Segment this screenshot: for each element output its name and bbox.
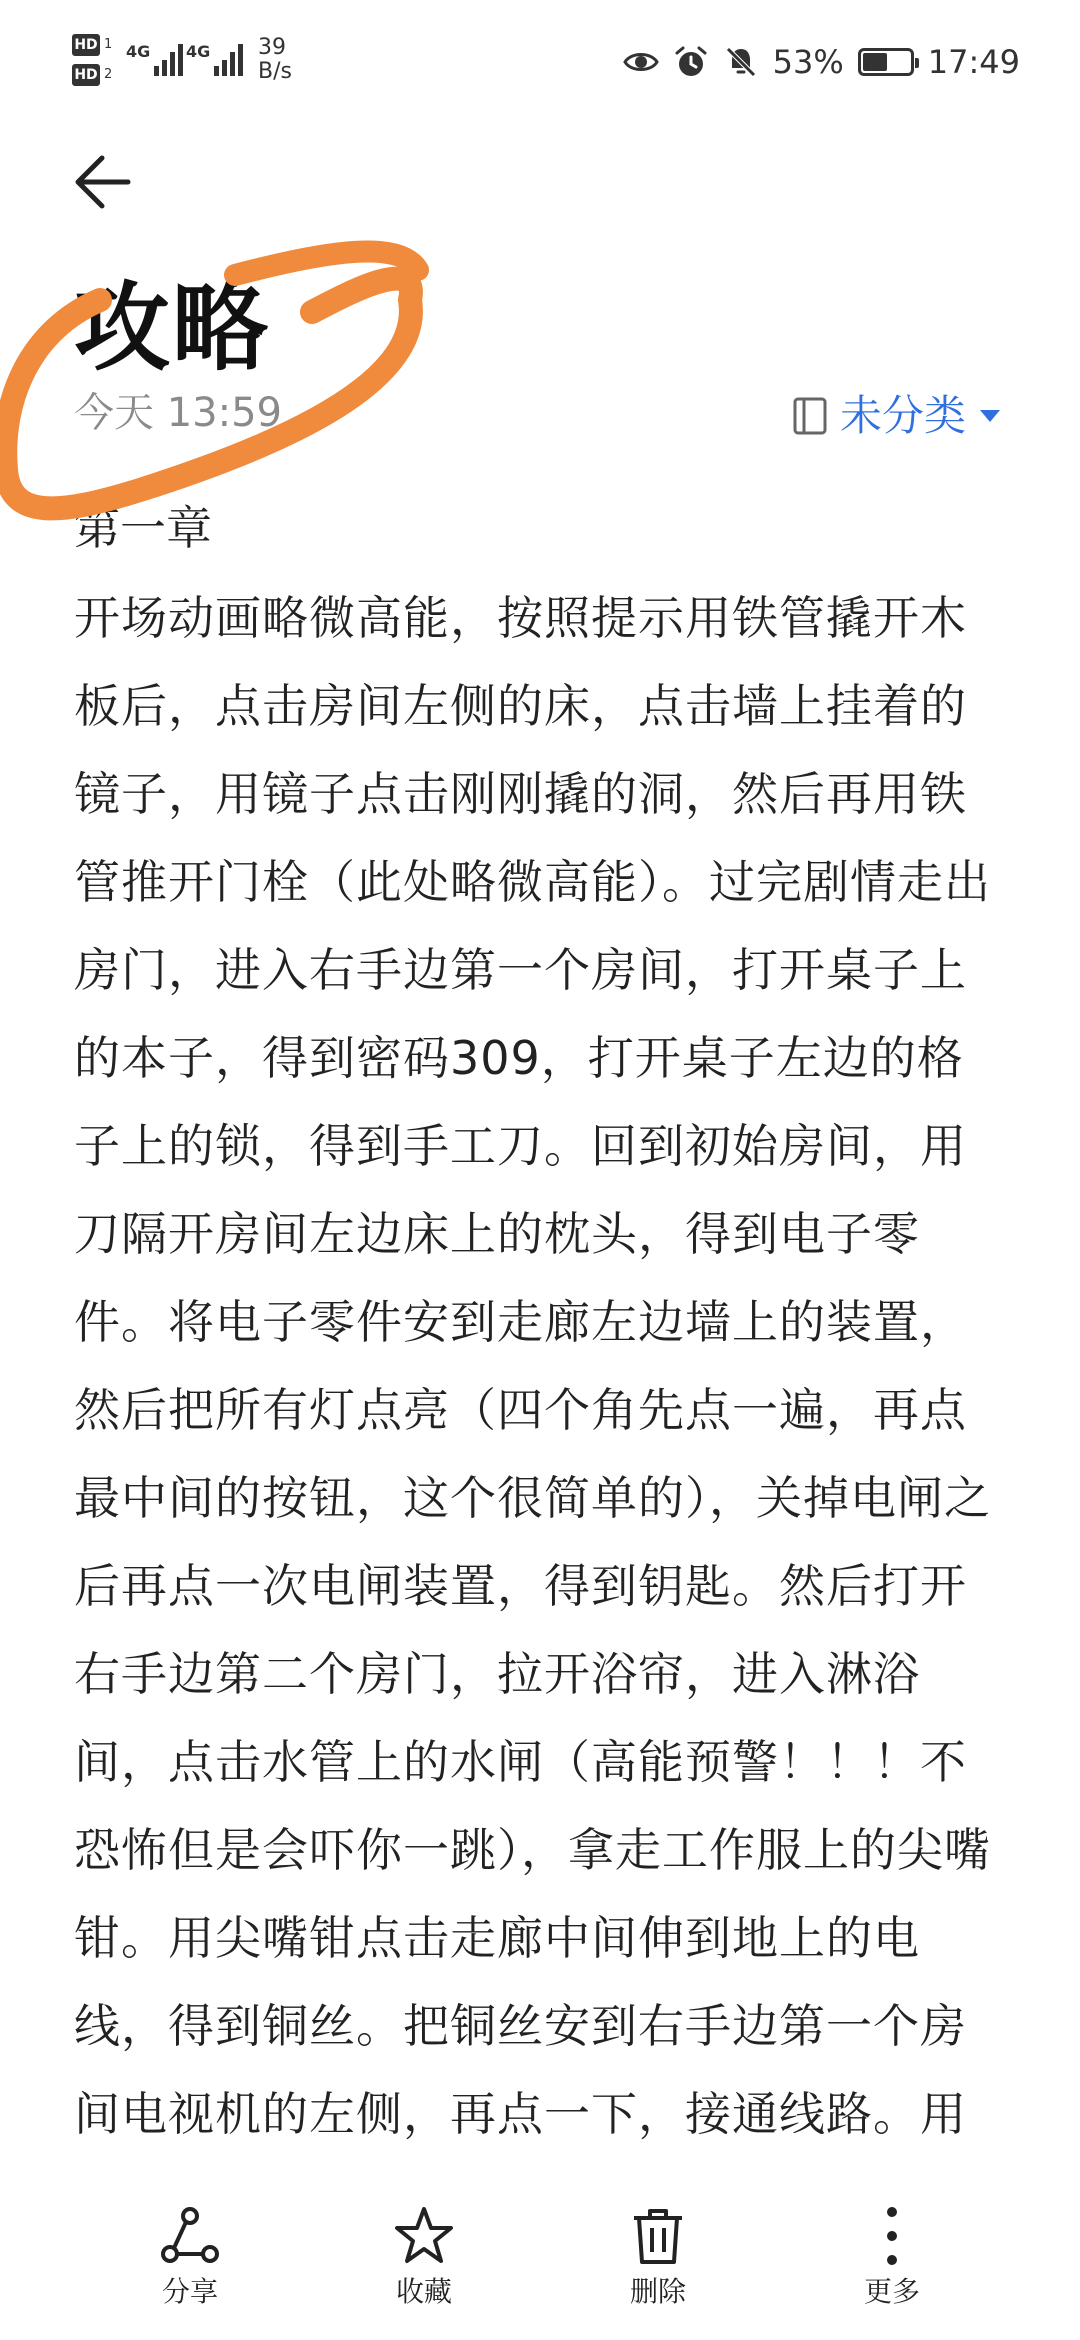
favorite-button[interactable]	[334, 2204, 514, 2334]
network-speed-unit: B/s	[258, 59, 292, 84]
share-label: 分享	[161, 2275, 218, 2308]
battery-icon	[858, 48, 914, 76]
hd-badge-1: HD	[72, 34, 100, 56]
alarm-icon	[673, 44, 709, 80]
note-content[interactable]	[74, 488, 1009, 2168]
bottom-toolbar	[0, 2180, 1080, 2340]
signal-2-label: 4G	[186, 42, 211, 61]
signal-bars-icon	[146, 36, 186, 80]
network-speed	[258, 36, 318, 84]
trash-icon	[626, 2204, 690, 2268]
battery-percent: 53%	[772, 43, 844, 81]
status-icons	[623, 40, 1020, 84]
status-bar	[0, 0, 1080, 120]
share-button[interactable]	[100, 2204, 280, 2334]
hd-indicators	[72, 34, 116, 90]
delete-button[interactable]	[568, 2204, 748, 2334]
category-selector[interactable]	[792, 388, 1002, 444]
more-vertical-icon	[860, 2204, 924, 2268]
hd-badge-2-num: 2	[104, 67, 113, 82]
note-title[interactable]: 攻略	[74, 272, 270, 384]
status-clock: 17:49	[927, 43, 1020, 81]
signal-1-label: 4G	[126, 42, 151, 61]
hd-badge-2: HD	[72, 64, 100, 86]
hd-badge-1-num: 1	[104, 37, 113, 52]
battery-fill	[863, 53, 887, 71]
signal-bars-icon	[206, 36, 246, 80]
notebook-icon	[792, 396, 828, 436]
eye-icon	[623, 44, 659, 80]
share-icon	[158, 2204, 222, 2268]
caret-down-icon	[978, 408, 1002, 424]
star-icon	[392, 2204, 456, 2268]
back-button[interactable]	[66, 142, 146, 222]
bell-off-icon	[723, 44, 759, 80]
network-speed-value: 39	[258, 35, 286, 60]
chapter-heading: 第一章	[74, 501, 212, 555]
back-arrow-icon	[66, 142, 146, 222]
more-button[interactable]	[802, 2204, 982, 2334]
signal-2	[186, 36, 250, 80]
note-body-text: 开场动画略微高能，按照提示用铁管撬开木板后，点击房间左侧的床，点击墙上挂着的镜子，用镜子点击刚刚撬的洞，然后再用铁管推开门栓（此处略微高能）。过完剧情走出房门，进入右手边第一个房间，打开桌子上的本子，得到密码309，打开桌子左边的格子上的锁，得到手工刀。回到初始房间，用刀隔开房间左边床上的枕头，得到电子零件。将电子零件安到走廊左边墙上的装置，然后把所有灯点亮（四个角先点一遍，再点最中间的按钮，这个很简单的），关掉电闸之后再点一次电闸装置，得到钥匙。然后打开右手边第二个房门，拉开浴帘，进入淋浴间，点击水管上的水闸（高能预警！！！不恐怖但是会吓你一跳），拿走工作服上的尖嘴钳。用尖嘴钳点击走廊中间伸到地上的电线，得到铜丝。把铜丝安到右手边第一个房间电视机的左侧，再点一下，接通线路。用	[74, 591, 991, 2141]
category-label: 未分类	[839, 391, 966, 440]
more-label: 更多	[863, 2275, 920, 2308]
note-timestamp: 今天 13:59	[74, 390, 282, 436]
favorite-label: 收藏	[395, 2275, 452, 2308]
delete-label: 删除	[629, 2275, 686, 2308]
signal-1	[126, 36, 190, 80]
